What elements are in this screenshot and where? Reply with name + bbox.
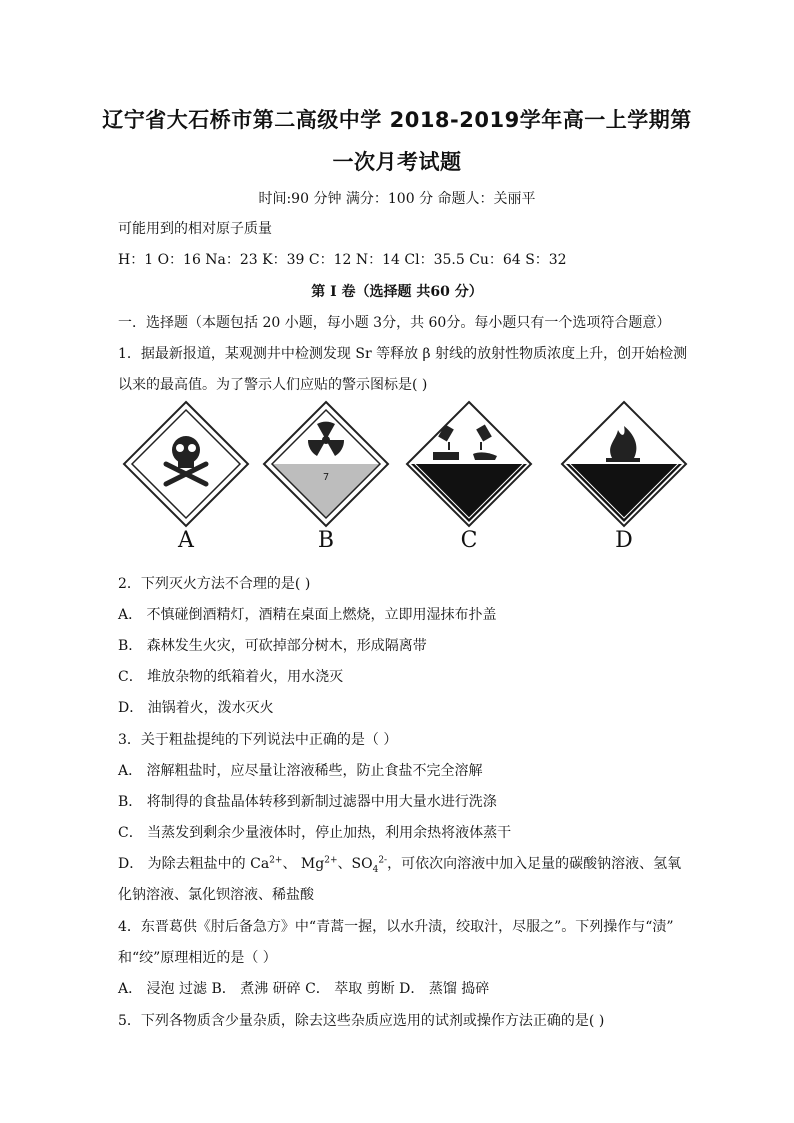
mg-charge: 2+ [324,855,338,866]
flame-icon [560,400,688,528]
radioactive-icon [262,400,390,528]
exam-meta: 时间:90 分钟 满分：100 分 命题人：关丽平 [258,191,536,207]
q3-option-d-rest: ，可依次向溶液中加入足量的碳酸钠溶液、氢氧 [387,856,682,872]
q4-options: A． 浸泡 过滤 B． 煮沸 研碎 C． 萃取 剪断 D． 蒸馏 捣碎 [118,981,490,997]
q2-stem: 2．下列灭火方法不合理的是( ) [118,576,311,592]
page-title-line2: 一次月考试题 [332,150,462,174]
q2-option-c: C． 堆放杂物的纸箱着火，用水浇灭 [118,669,344,685]
q3-option-d-mg: 、 Mg [282,856,325,872]
q3-option-b: B． 将制得的食盐晶体转移到新制过滤器中用大量水进行洗涤 [118,794,497,810]
q4-stem-line2: 和“绞”原理相近的是（ ） [118,950,277,966]
sign-label-c: C [460,528,478,553]
page-title-line1: 辽宁省大石桥市第二高级中学 2018-2019学年高一上学期第 [102,108,692,132]
q2-option-d: D． 油锅着火，泼水灭火 [118,700,274,716]
q3-option-d-so4: 、SO [337,856,373,872]
q3-option-c: C． 当蒸发到剩余少量液体时，停止加热，利用余热将液体蒸干 [118,825,512,841]
so4-subscript: 4 [372,864,379,875]
atomic-mass-values: H：1 O：16 Na：23 K：39 C：12 N：14 Cl：35.5 Cu：64 S：32 [118,252,567,268]
so4-charge: 2- [378,855,388,866]
corrosive-icon [405,400,533,528]
q3-option-a: A． 溶解粗盐时，应尽量让溶液稀些，防止食盐不完全溶解 [118,763,483,779]
q4-stem-line1: 4．东晋葛供《肘后备急方》中“青蒿一握，以水升渍，绞取汁，尽服之”。下列操作与“渍” [118,919,674,935]
sign-label-b: B [317,528,335,553]
skull-crossbones-icon [122,400,250,528]
sign-label-a: A [178,528,194,553]
q5-stem: 5．下列各物质含少量杂质，除去这些杂质应选用的试剂或操作方法正确的是( ) [118,1013,605,1029]
q3-stem: 3．关于粗盐提纯的下列说法中正确的是（ ） [118,732,398,748]
ca-charge: 2+ [269,855,283,866]
q3-option-d-prefix: D． 为除去粗盐中的 Ca [118,856,270,872]
q1-stem-line1: 1．据最新报道，某观测井中检测发现 Sr 等释放 β 射线的放射性物质浓度上升，创开始检测 [118,346,688,362]
q2-option-b: B． 森林发生火灾，可砍掉部分树木，形成隔离带 [118,638,427,654]
q2-option-a: A． 不慎碰倒酒精灯，酒精在桌面上燃烧，立即用湿抹布扑盖 [118,607,497,623]
atomic-mass-label: 可能用到的相对原子质量 [118,221,272,237]
q3-option-d-line2: 化钠溶液、氯化钡溶液、稀盐酸 [118,887,314,903]
section-heading: 第 I 卷（选择题 共60 分） [311,284,483,300]
svg-text:7: 7 [322,472,330,483]
q3-option-d-line1 [118,853,681,875]
sign-label-d: D [615,528,633,553]
q1-stem-line2: 以来的最高值。为了警示人们应贴的警示图标是( ) [118,377,428,393]
section-instructions: 一．选择题（本题包括 20 小题，每小题 3分，共 60分。每小题只有一个选项符合题意） [118,315,671,331]
